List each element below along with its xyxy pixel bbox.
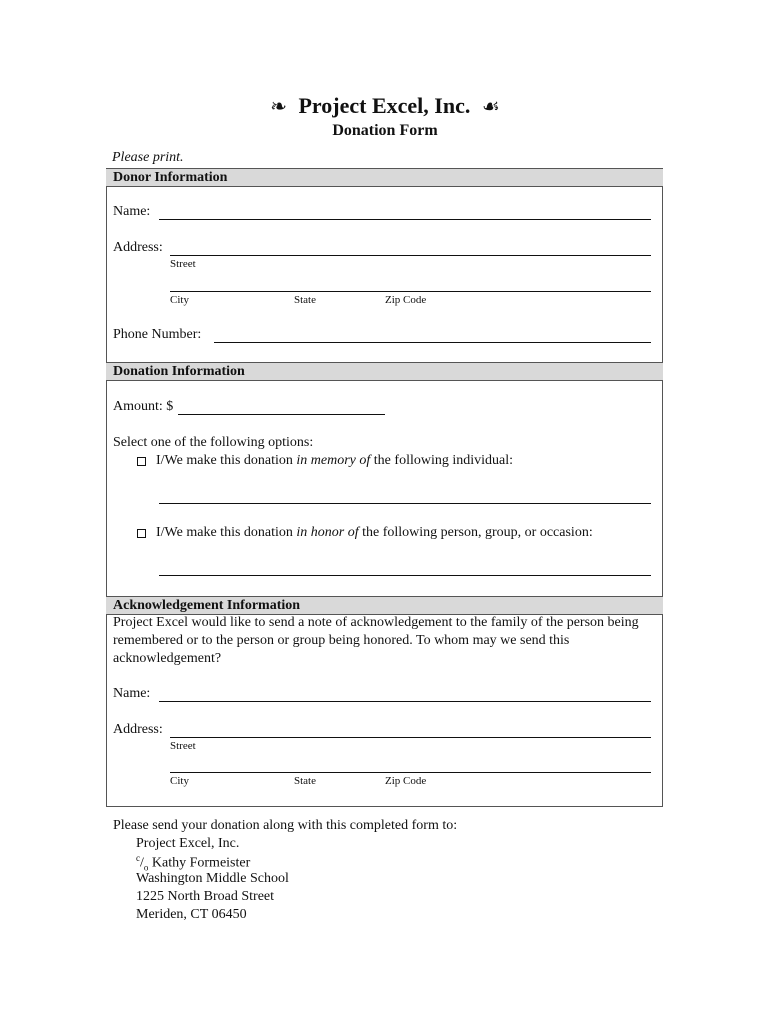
in-honor-checkbox[interactable] — [137, 529, 146, 538]
in-memory-option-label: I/We make this donation in memory of the following individual: — [156, 453, 514, 468]
select-options-label: Select one of the following options: — [113, 435, 314, 450]
mailing-org: Project Excel, Inc. — [136, 836, 240, 851]
donor-name-label: Name: — [113, 204, 151, 219]
mailing-care-of: $^c/_o$ Kathy Formeister — [136, 853, 251, 873]
in-honor-option-label: I/We make this donation in honor of the following person, group, or occasion: — [156, 525, 593, 540]
ack-street-label: Street — [170, 740, 196, 752]
ack-state-label: State — [294, 775, 316, 787]
form-subtitle: Donation Form — [332, 122, 438, 139]
ack-zip-label: Zip Code — [385, 775, 427, 787]
ack-city-state-zip-field[interactable] — [170, 772, 651, 773]
ack-name-label: Name: — [113, 686, 151, 701]
please-print-note: Please print. — [112, 150, 184, 165]
in-memory-checkbox[interactable] — [137, 457, 146, 466]
donor-city-label: City — [170, 294, 189, 306]
mailing-street: 1225 North Broad Street — [136, 889, 275, 904]
donor-street-label: Street — [170, 258, 196, 270]
ack-city-label: City — [170, 775, 189, 787]
in-memory-name-field[interactable] — [159, 503, 651, 504]
mailing-intro: Please send your donation along with this completed form to: — [113, 818, 458, 833]
mailing-school: Washington Middle School — [136, 871, 289, 886]
donor-address-label: Address: — [113, 240, 163, 255]
donor-name-field[interactable] — [159, 219, 651, 220]
amount-field[interactable] — [178, 414, 385, 415]
acknowledgement-section-heading: Acknowledgement Information — [106, 596, 663, 615]
acknowledgement-paragraph: Project Excel would like to send a note of acknowledgement to the family of the person being remembered or to the person or group being honored. To whom may we send this acknowledgement? — [113, 615, 639, 666]
ack-address-label: Address: — [113, 722, 163, 737]
ornament-right-icon: ☙ — [481, 96, 500, 118]
donor-zip-label: Zip Code — [385, 294, 427, 306]
donor-city-state-zip-field[interactable] — [170, 291, 651, 292]
ornament-left-icon: ❧ — [270, 96, 287, 118]
mailing-city: Meriden, CT 06450 — [136, 907, 247, 922]
donation-section-heading: Donation Information — [106, 362, 663, 381]
ack-street-field[interactable] — [170, 737, 651, 738]
donor-phone-field[interactable] — [214, 342, 651, 343]
form-title-row — [0, 93, 770, 119]
ack-name-field[interactable] — [159, 701, 651, 702]
in-honor-name-field[interactable] — [159, 575, 651, 576]
donor-state-label: State — [294, 294, 316, 306]
amount-label: Amount: $ — [113, 399, 174, 414]
organization-title: Project Excel, Inc. — [298, 93, 471, 118]
donor-phone-label: Phone Number: — [113, 327, 202, 342]
donor-section-heading: Donor Information — [106, 168, 663, 187]
donor-street-field[interactable] — [170, 255, 651, 256]
